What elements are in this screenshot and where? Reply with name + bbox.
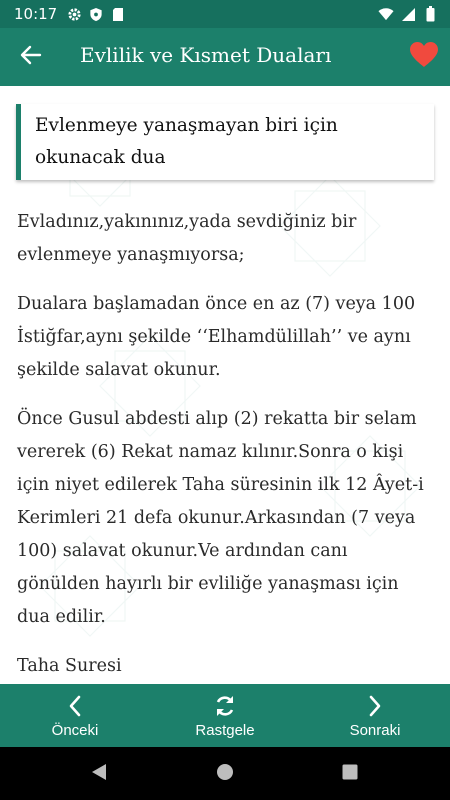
article-content[interactable] — [0, 86, 450, 684]
back-button[interactable] — [14, 40, 48, 74]
random-button[interactable] — [184, 684, 266, 747]
article-body — [17, 206, 435, 684]
heart-icon — [409, 41, 439, 73]
paragraph: Taha Suresi — [17, 656, 122, 676]
home-circle-icon — [216, 763, 234, 786]
favorite-button[interactable] — [408, 41, 440, 73]
system-home-button[interactable] — [214, 763, 236, 785]
chevron-left-icon — [68, 692, 82, 720]
status-icons-right — [378, 6, 438, 22]
battery-icon — [422, 6, 438, 22]
gear-icon — [66, 6, 82, 22]
triangle-back-icon — [91, 763, 107, 786]
wifi-icon — [378, 6, 394, 22]
chevron-right-icon — [368, 692, 382, 720]
app-bar — [0, 28, 450, 86]
status-icons-left — [66, 6, 126, 22]
refresh-icon — [214, 692, 236, 720]
next-label: Sonraki — [349, 722, 401, 739]
paragraph: Önce Gusul abdesti alıp (2) rekatta bir selam vererek (6) Rekat namaz kılınır.Sonra o kişi için niyet edilerek Taha süresinin ilk 12 Âyet-i Kerimleri 21 defa okunur.Arkasından (7 veya 100) salavat okunur.Ve ardından canı gönülden hayırlı bir evliliğe yanaşması için dua edilir. — [17, 409, 424, 627]
paragraph: Dualara başlamadan önce en az (7) veya 100 İstiğfar,aynı şekilde ‘‘Elhamdülillah’’ ve aynı şekilde salavat okunur. — [17, 294, 416, 380]
page-title: Evlilik ve Kısmet Duaları — [80, 43, 332, 67]
sd-card-icon — [110, 6, 126, 22]
arrow-left-icon — [20, 45, 42, 70]
bottom-nav — [0, 684, 450, 747]
previous-label: Önceki — [51, 722, 99, 739]
heading-card — [16, 104, 434, 180]
previous-button[interactable] — [38, 684, 112, 747]
status-bar — [0, 0, 450, 28]
system-recents-button[interactable] — [339, 763, 361, 785]
signal-icon — [400, 6, 416, 22]
random-label: Rastgele — [195, 722, 255, 739]
system-back-button[interactable] — [88, 763, 110, 785]
next-button[interactable] — [336, 684, 414, 747]
system-nav-bar — [0, 747, 450, 800]
status-time: 10:17 — [14, 5, 58, 23]
article-heading: Evlenmeye yanaşmayan biri için okunacak dua — [35, 115, 338, 168]
paragraph: Evladınız,yakınınız,yada sevdiğiniz bir evlenmeye yanaşmıyorsa; — [17, 212, 357, 265]
recents-square-icon — [342, 764, 358, 785]
shield-icon — [88, 6, 104, 22]
